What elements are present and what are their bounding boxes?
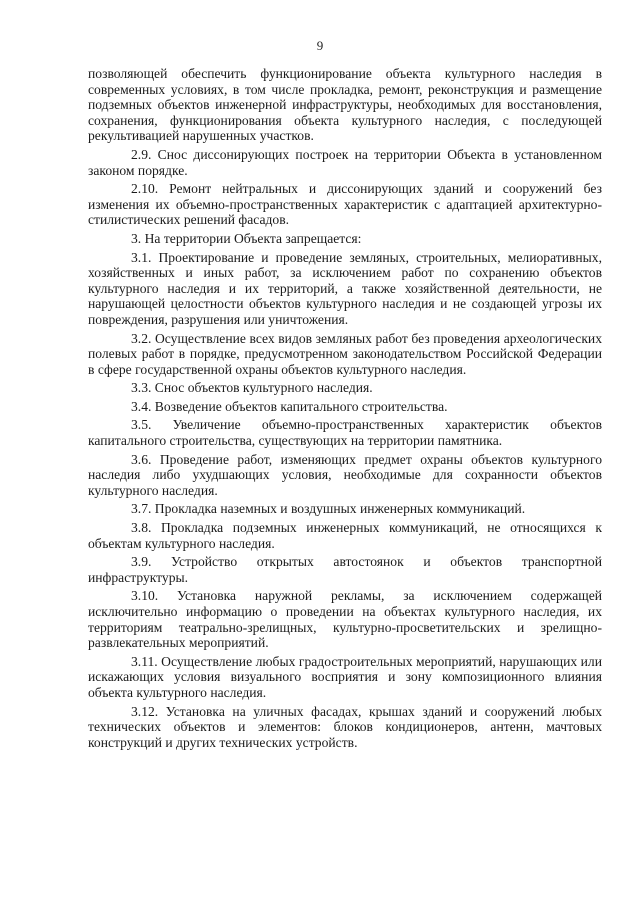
paragraph-3-12: 3.12. Установка на уличных фасадах, крышах зданий и сооружений любых технических объектов и элементов: блоков кондиционеров, антенн, мачтовых конструкций и других технических устройств.	[88, 703, 602, 750]
paragraph-continuation: позволяющей обеспечить функционирование объекта культурного наследия в современных условиях, в том числе прокладка, ремонт, реконструкция и размещение подземных объектов инженерной инфраструктуры, необходимых для восстановления, сохранения, функционирования объекта культурного наследия, с последующей рекультивацией нарушенных участков.	[88, 66, 602, 144]
paragraph-3-10: 3.10. Установка наружной рекламы, за исключением содержащей исключительно информацию о проведении на объектах культурного наследия, их территориям театрально-зрелищных, культурно-просветительских и зрелищно-развлекательных мероприятий.	[88, 588, 602, 651]
paragraph-3-1: 3.1. Проектирование и проведение земляных, строительных, мелиоративных, хозяйственных и иных работ, за исключением работ по сохранению объектов культурного наследия и их территорий, а также хозяйственной деятельности, не нарушающей целостности объектов культурного наследия и не создающей угрозы их повреждения, разрушения или уничтожения.	[88, 249, 602, 327]
paragraph-3-4: 3.4. Возведение объектов капитального строительства.	[131, 398, 448, 414]
paragraph-3-3: 3.3. Снос объектов культурного наследия.	[131, 380, 373, 396]
document-body	[88, 66, 602, 753]
paragraph-2-10: 2.10. Ремонт нейтральных и диссонирующих зданий и сооружений без изменения их объемно-пространственных характеристик с адаптацией архитектурно-стилистических решений фасадов.	[88, 181, 602, 228]
paragraph-3-5: 3.5. Увеличение объемно-пространственных характеристик объектов капитального строительства, существующих на территории памятника.	[88, 417, 602, 449]
paragraph-3-8: 3.8. Прокладка подземных инженерных коммуникаций, не относящихся к объектам культурного наследия.	[88, 520, 602, 551]
page-number: 9	[316, 38, 324, 53]
paragraph-3-9: 3.9. Устройство открытых автостоянок и объектов транспортной инфраструктуры.	[88, 554, 602, 585]
paragraph-3-heading: 3. На территории Объекта запрещается:	[131, 230, 362, 246]
paragraph-3-7: 3.7. Прокладка наземных и воздушных инженерных коммуникаций.	[131, 501, 526, 517]
paragraph-3-6: 3.6. Проведение работ, изменяющих предмет охраны объектов культурного наследия либо ухудшающих условия, необходимые для сохранности объектов культурного наследия.	[88, 451, 602, 498]
paragraph-2-9: 2.9. Снос диссонирующих построек на территории Объекта в установленном законом порядке.	[88, 146, 602, 178]
paragraph-3-2: 3.2. Осуществление всех видов земляных работ без проведения археологических полевых работ в порядке, предусмотренном законодательством Российской Федерации в сфере государственной охраны объектов культурного наследия.	[88, 330, 602, 377]
paragraph-3-11: 3.11. Осуществление любых градостроительных мероприятий, нарушающих или искажающих условия визуального восприятия и зону композиционного влияния объекта культурного наследия.	[88, 653, 602, 700]
